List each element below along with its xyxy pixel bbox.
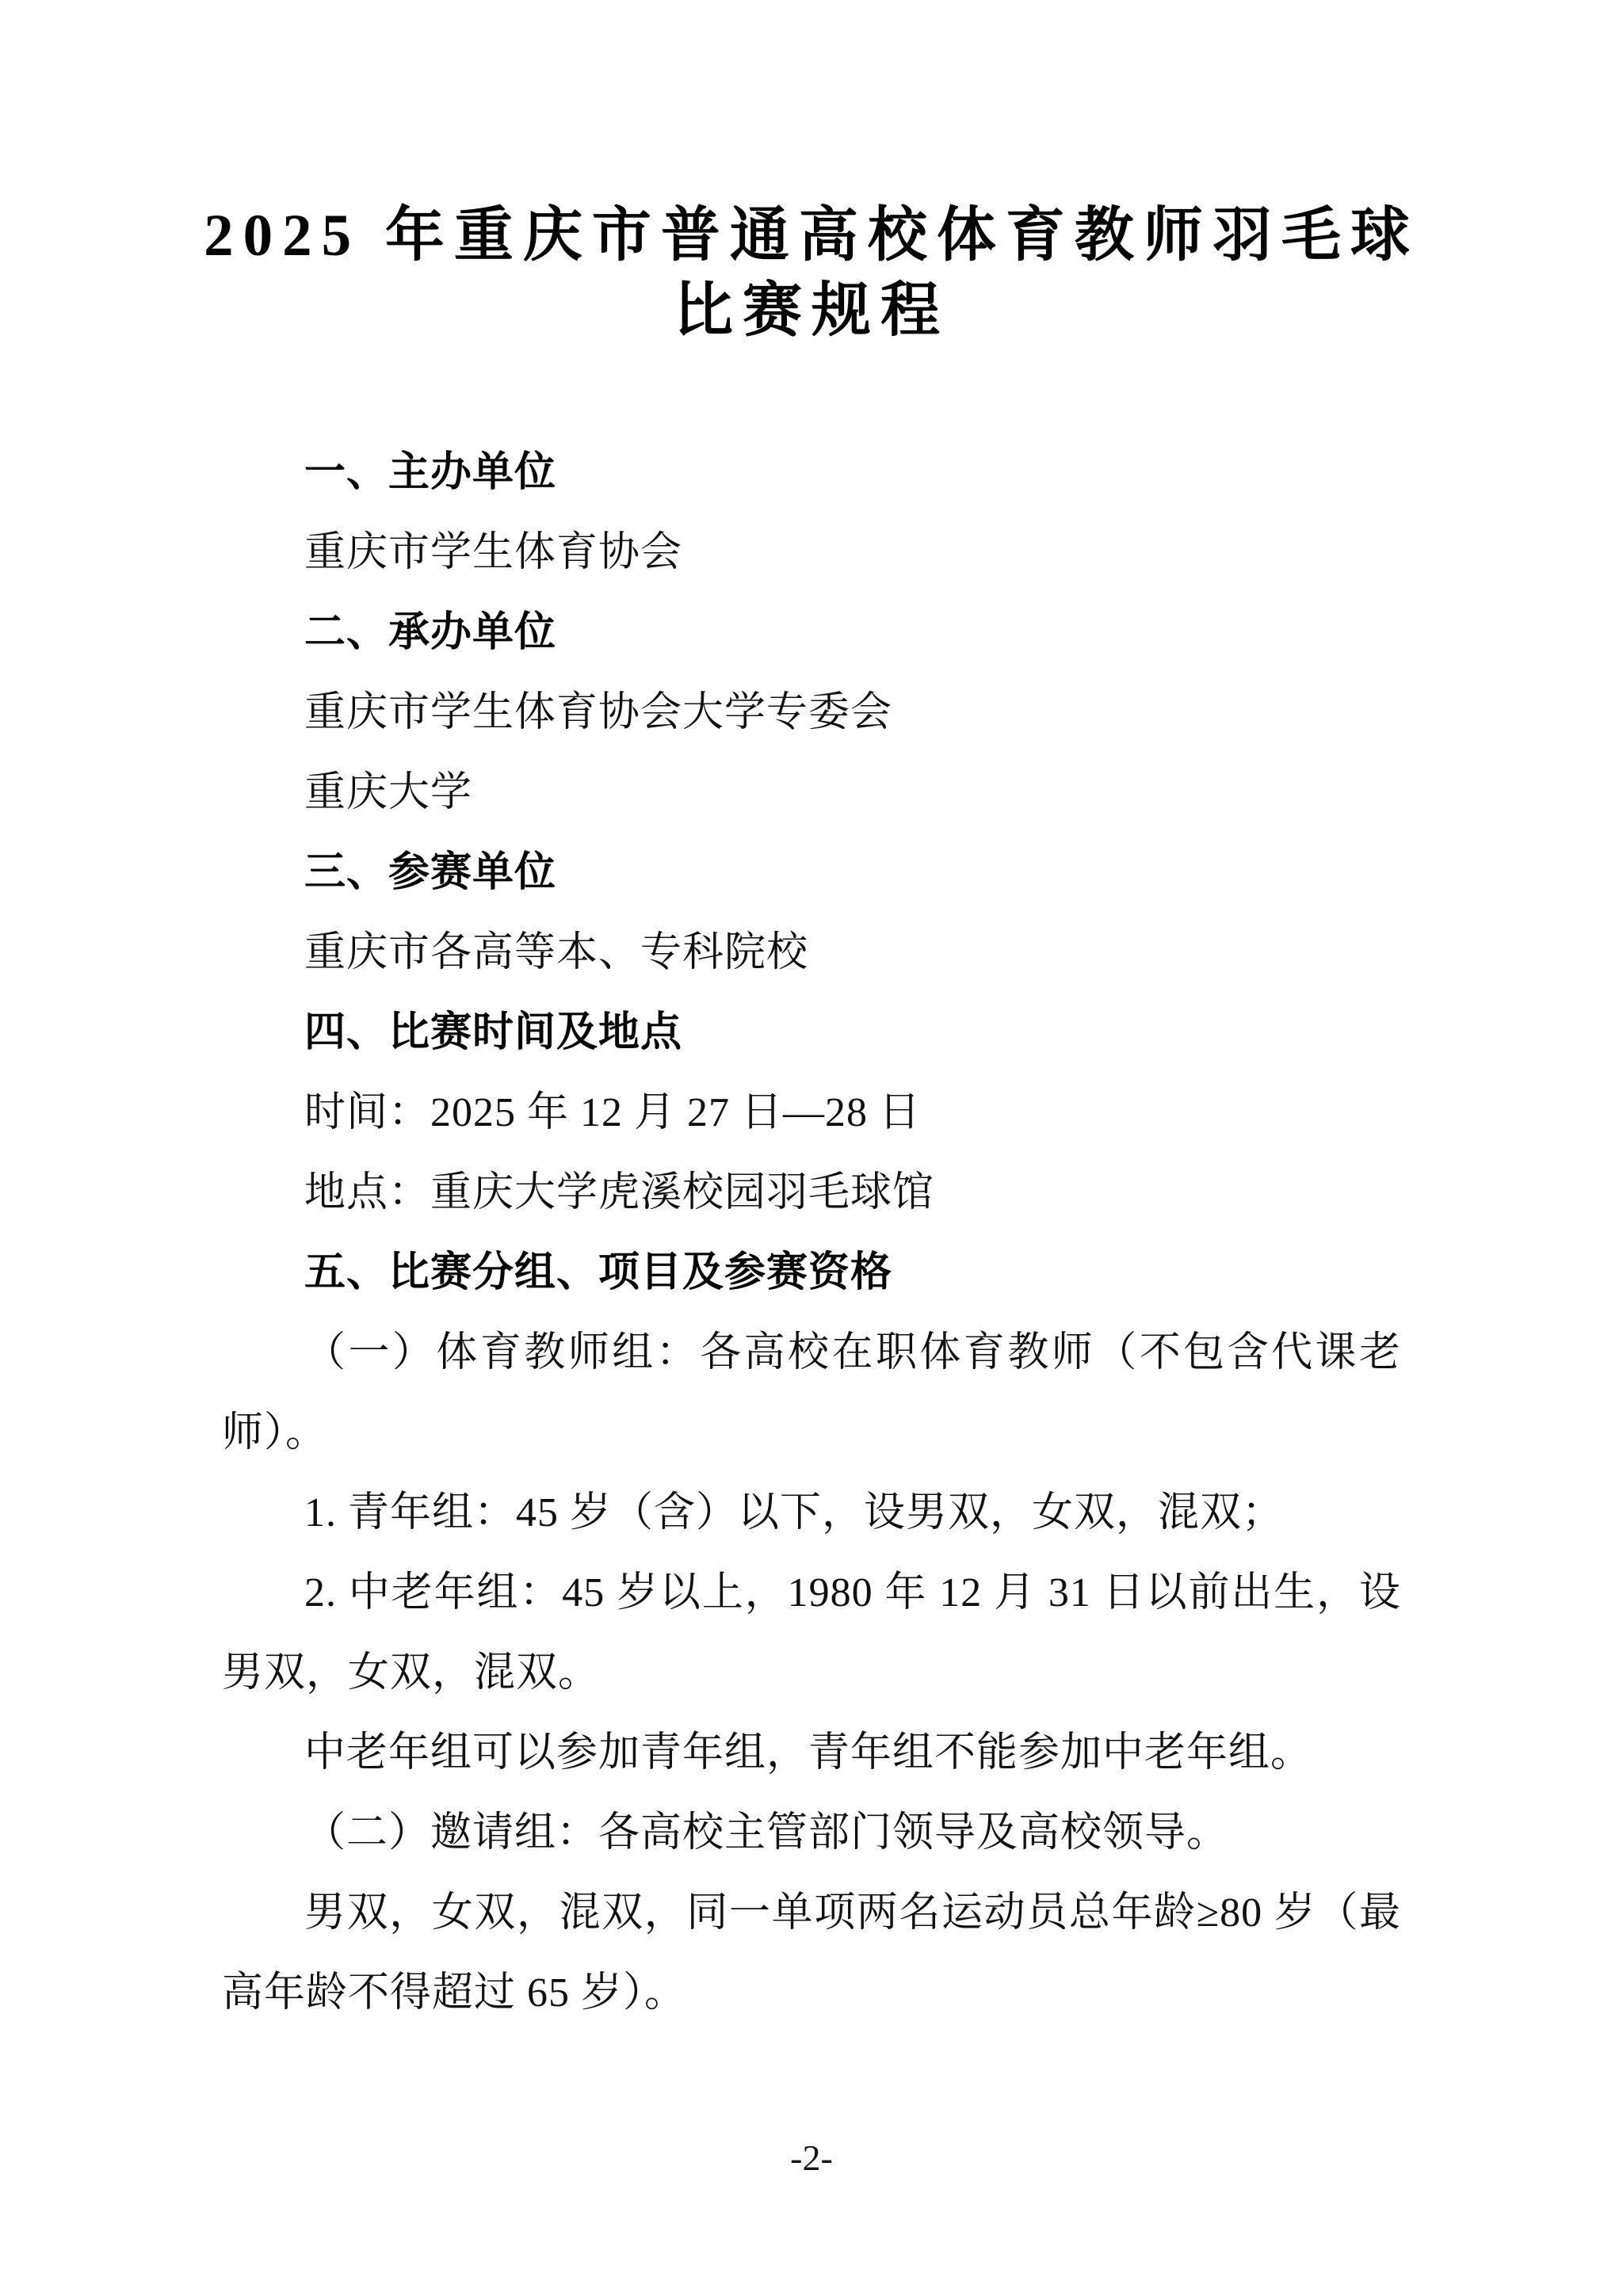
paragraph-time: 时间：2025 年 12 月 27 日—28 日	[304, 1090, 922, 1135]
doc-body	[222, 433, 1401, 2033]
paragraph-participants: 重庆市各高等本、专科院校	[304, 930, 809, 975]
section-heading-1: 一、主办单位	[304, 449, 557, 495]
paragraph-senior-group-line-1: 2. 中老年组：45 岁以上，1980 年 12 月 31 日以前出生，设	[304, 1570, 1401, 1615]
page-number: -2-	[790, 2138, 833, 2178]
paragraph-undertaker-1: 重庆市学生体育协会大学专委会	[304, 690, 893, 735]
doc-title	[0, 198, 1623, 349]
title-line-1: 2025 年重庆市普通高校体育教师羽毛球	[204, 203, 1419, 269]
paragraph-invited-rule-line-2: 高年龄不得超过 65 岁）。	[222, 1970, 687, 2016]
paragraph-senior-group-line-2: 男双，女双，混双。	[222, 1650, 601, 1695]
paragraph-invited-group: （二）邀请组：各高校主管部门领导及高校领导。	[304, 1810, 1229, 1855]
paragraph-group-1-line-2: 师）。	[222, 1410, 328, 1455]
title-line-2: 比赛规程	[673, 278, 949, 344]
section-heading-3: 三、参赛单位	[304, 849, 557, 895]
paragraph-group-1-line-1: （一）体育教师组：各高校在职体育教师（不包含代课老	[304, 1330, 1401, 1375]
paragraph-group-rule: 中老年组可以参加青年组，青年组不能参加中老年组。	[304, 1730, 1313, 1775]
paragraph-undertaker-2: 重庆大学	[304, 770, 473, 815]
paragraph-invited-rule-line-1: 男双，女双，混双，同一单项两名运动员总年龄≥80 岁（最	[304, 1890, 1401, 1936]
paragraph-location: 地点：重庆大学虎溪校园羽毛球馆	[304, 1170, 935, 1215]
section-heading-2: 二、承办单位	[304, 609, 557, 655]
section-heading-4: 四、比赛时间及地点	[304, 1009, 683, 1055]
paragraph-organizer: 重庆市学生体育协会	[304, 530, 683, 575]
section-heading-5: 五、比赛分组、项目及参赛资格	[304, 1249, 893, 1295]
paragraph-youth-group: 1. 青年组：45 岁（含）以下，设男双，女双，混双；	[304, 1490, 1285, 1535]
